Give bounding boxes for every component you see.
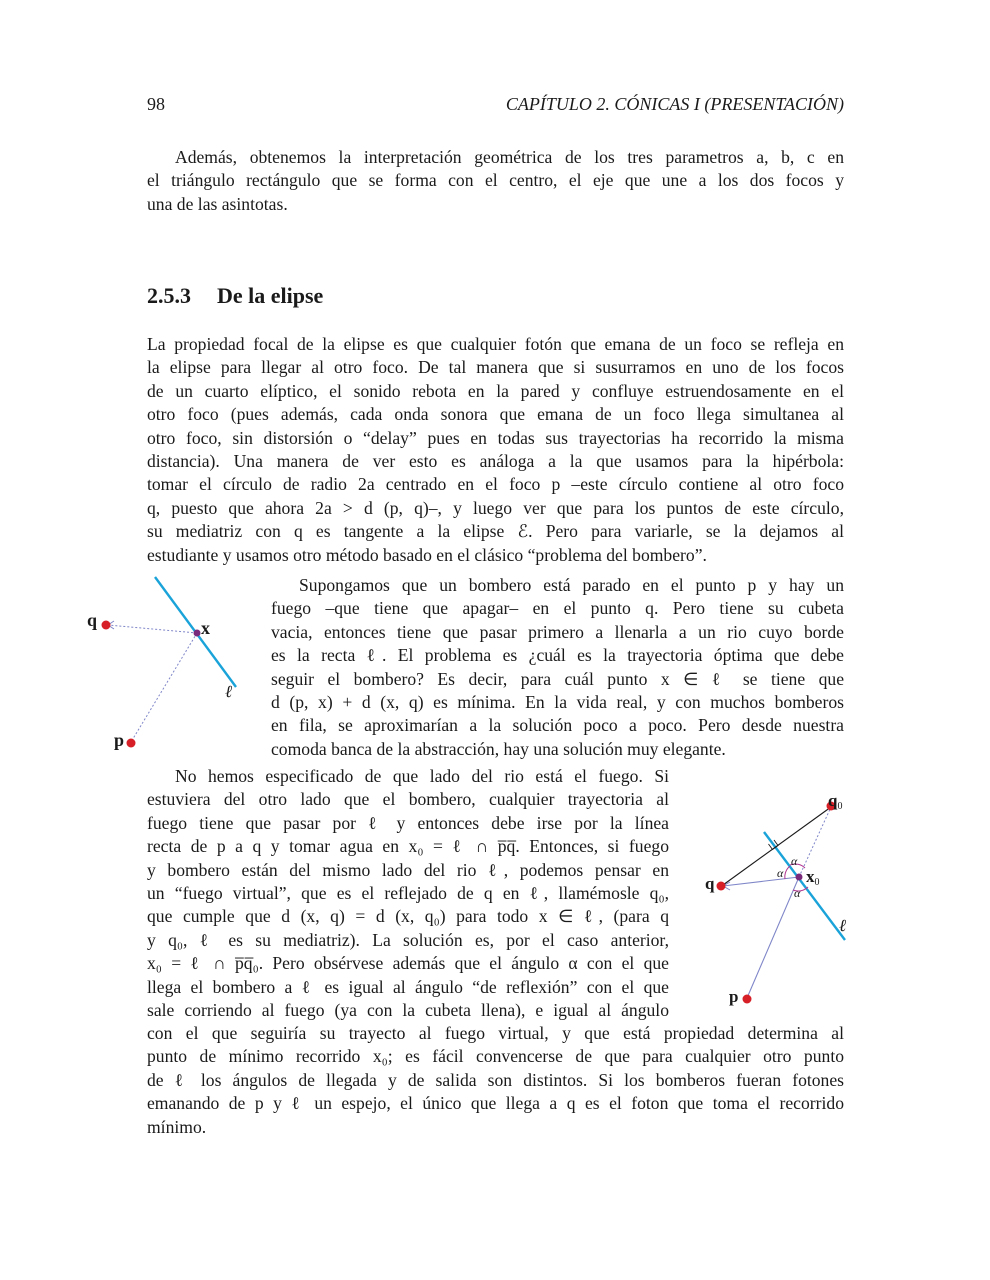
text-line: con el que seguiría su trayecto al fuego virtual, y que está propiedad determina al [147,1023,844,1043]
intro-paragraph [147,146,844,216]
text-line: vacia, entonces tiene que pasar primero a llenarla a un rio cuyo borde [271,621,844,642]
text-line: fuego –que tiene que apagar– en el punto q. Pero tiene su cubeta [271,598,844,619]
section-title: De la elipse [217,283,324,308]
text-line: estuviera del otro lado que el bombero, cualquier trayectoria al [147,789,669,810]
text-line: Supongamos que un bombero está parado en el punto p y hay un [299,575,844,595]
path-x-to-q [108,625,197,633]
text-line: x₀ = ℓ ∩ p̅q̅₀. Pero obsérvese además que el ángulo α con el que [147,953,669,974]
text-line: mínimo. [147,1116,207,1137]
point-x [194,630,201,637]
text-line: y bombero están del mismo lado del rio ℓ, podemos pensar en [147,859,669,880]
label-x: x [201,618,210,638]
line-ell [764,832,845,940]
point-q [717,882,726,891]
text-line: fuego tiene que pasar por ℓ y entonces debe irse por la línea [147,812,669,833]
angle-arc-left [785,866,790,879]
path-p-to-x0 [747,877,799,998]
label-ell: ℓ [839,916,847,935]
section-number: 2.5.3 [147,283,191,308]
text-line: recta de p a q y tomar agua en x₀ = ℓ ∩ p̅q̅. Entonces, si fuego [147,836,669,857]
figure-bombero-problem [80,570,260,760]
point-x0 [796,874,803,881]
text-line: la elipse para llegar al otro foco. De tal manera que si susurramos en uno de los focos [147,357,844,378]
text-line: una de las asintotas. [147,193,288,214]
point-q [102,621,111,630]
text-line: de ℓ los ángulos de llegada y de salida son distintos. Si los bomberos fueran fotones [147,1069,844,1090]
label-alpha-left: α [777,866,784,880]
text-line: seguir el bombero? Es decir, para cuál punto x ∈ ℓ se tiene que [271,668,844,689]
text-line: de un cuarto elíptico, el sonido rebota en la pared y confluye estruendosamente en el [147,380,844,401]
label-x0: x0 [806,867,820,888]
text-line: Además, obtenemos la interpretación geométrica de los tres parametros a, b, c en [175,147,844,167]
label-q: q [87,610,98,630]
label-q0: q0 [828,791,843,812]
text-line: distancia). Una manera de ver esto es análoga a la que usamos para la hipérbola: [147,451,844,472]
section-heading [147,283,323,309]
path-p-to-x [131,633,197,742]
text-line: punto de mínimo recorrido x₀; es fácil convencerse de que para cualquier otro punto [147,1046,844,1067]
text-line: en fila, se aproximarían a la solución poco a poco. Pero desde nuestra [271,715,844,736]
text-line: llega el bombero a ℓ es igual al ángulo “de reflexión” con el que [147,976,669,997]
label-alpha-bottom: α [794,886,801,900]
figure-reflection [695,780,860,1010]
text-line: tomar el círculo de radio 2a centrado en el foco p –este círculo contiene al otro foco [147,474,844,495]
text-line: comoda banca de la abstracción, hay una solución muy elegante. [271,738,726,759]
river-side-paragraph [147,765,669,1022]
text-line: un “fuego virtual”, que es el reflejado de q en ℓ, llamémosle q₀, [147,883,669,904]
focal-property-paragraph [147,333,844,567]
text-line: d (p, x) + d (x, q) es mínima. En la vida real, y con muchos bomberos [271,692,844,713]
text-line: es la recta ℓ. El problema es ¿cuál es la trayectoria óptima que debe [271,645,844,666]
text-line: otro foco (pues además, cada onda sonora que emana de un foco llega simultanea al [147,404,844,425]
label-p: p [114,730,125,750]
text-line: otro foco, sin distorsión o “delay” pues en todas sus trayectorias ha recorrido la misma [147,427,844,448]
text-line: y q₀, ℓ es su mediatriz). La solución es, por el caso anterior, [147,929,669,950]
final-paragraph [147,1022,844,1139]
text-line: sale corriendo al fuego (ya con la cubeta llena), e igual al ángulo [147,1000,669,1021]
text-line: No hemos especificado de que lado del rio está el fuego. Si [175,766,669,786]
point-p [127,739,136,748]
label-alpha-top: α [791,854,798,868]
text-line: q, puesto que ahora 2a > d (p, q)–, y luego ver que para los puntos de este círculo, [147,497,844,518]
text-line: La propiedad focal de la elipse es que cualquier fotón que emana de un foco se refleja en [147,334,844,354]
label-p: p [729,987,739,1006]
text-line: estudiante y usamos otro método basado en el clásico “problema del bombero”. [147,544,707,565]
path-x0-to-q [723,877,799,886]
text-line: que cumple que d (x, q) = d (x, q₀) para todo x ∈ ℓ, (para q [147,906,669,927]
text-line: emanando de p y ℓ un espejo, el único que llega a q es el foton que toma el recorrido [147,1093,844,1114]
running-header [147,94,844,118]
label-q: q [705,874,715,893]
text-line: el triángulo rectángulo que se forma con el centro, el eje que une a los dos focos y [147,170,844,191]
label-ell: ℓ [225,682,233,701]
page-number: 98 [147,94,165,114]
chapter-title: CAPÍTULO 2. CÓNICAS I (PRESENTACIÓN) [505,94,844,114]
point-p [743,995,752,1004]
bombero-paragraph [271,574,844,761]
text-line: su mediatriz con q es tangente a la elipse ℰ. Pero para variarle, se la dejamos al [147,521,844,542]
